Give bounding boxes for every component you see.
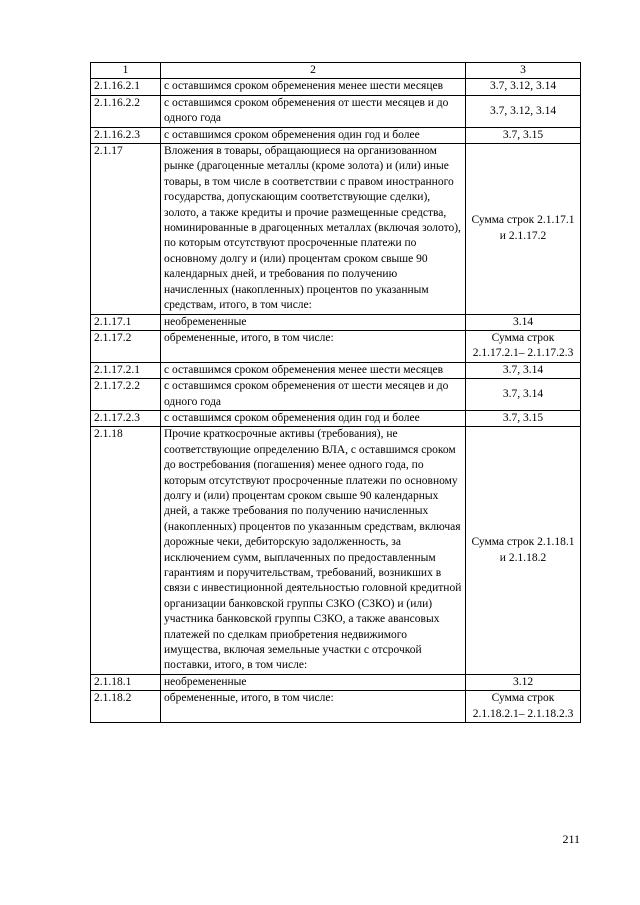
- table-row: [91, 427, 581, 675]
- row-reference-cell: 3.7, 3.12, 3.14: [466, 95, 581, 127]
- row-reference-cell: 3.7, 3.12, 3.14: [466, 79, 581, 95]
- row-description-cell: с оставшимся сроком обременения один год и более: [161, 410, 466, 426]
- row-reference-cell: 3.7, 3.15: [466, 127, 581, 143]
- table-row: [91, 379, 581, 411]
- row-code-cell: 2.1.17.2.2: [91, 379, 161, 411]
- row-reference-cell: Сумма строк 2.1.18.1 и 2.1.18.2: [466, 427, 581, 675]
- row-reference-cell: Сумма строк 2.1.17.1 и 2.1.17.2: [466, 144, 581, 314]
- row-reference-cell: Сумма строк 2.1.18.2.1– 2.1.18.2.3: [466, 691, 581, 723]
- row-description-cell: с оставшимся сроком обременения от шести месяцев и до одного года: [161, 95, 466, 127]
- table-row: [91, 127, 581, 143]
- table-row: [91, 79, 581, 95]
- row-description-cell: Вложения в товары, обращающиеся на организованном рынке (драгоценные металлы (кроме золота) и (или) иные товары, в том числе в соответствии с правом иностранного государства, допускающим соответствующие сделки), золото, а также кредиты и прочие размещенные средства, номинированные в драгоценных металлах (включая золото), по которым отсутствуют просроченные платежи по основному долгу и (или) процентам сроком свыше 90 календарных дней, и требования по получению начисленных (накопленных) процентов по указанным средствам, итого, в том числе:: [161, 144, 466, 314]
- table-row: [91, 410, 581, 426]
- row-code-cell: 2.1.17.2.3: [91, 410, 161, 426]
- row-description-cell: обремененные, итого, в том числе:: [161, 330, 466, 362]
- row-code-cell: 2.1.17.2.1: [91, 362, 161, 378]
- header-cell-col-2: 2: [161, 63, 466, 79]
- header-cell-col-3: 3: [466, 63, 581, 79]
- page-number: 211: [562, 832, 580, 846]
- row-description-cell: с оставшимся сроком обременения от шести месяцев и до одного года: [161, 379, 466, 411]
- table-row: [91, 674, 581, 690]
- row-code-cell: 2.1.17.2: [91, 330, 161, 362]
- requirements-table: [90, 62, 581, 723]
- row-description-cell: с оставшимся сроком обременения менее шести месяцев: [161, 362, 466, 378]
- table-body: [91, 63, 581, 723]
- row-description-cell: с оставшимся сроком обременения менее шести месяцев: [161, 79, 466, 95]
- table-row: [91, 95, 581, 127]
- table-row: [91, 362, 581, 378]
- table-row: [91, 144, 581, 314]
- row-code-cell: 2.1.17.1: [91, 314, 161, 330]
- row-reference-cell: 3.7, 3.14: [466, 379, 581, 411]
- row-code-cell: 2.1.18.1: [91, 674, 161, 690]
- header-cell-col-1: 1: [91, 63, 161, 79]
- row-code-cell: 2.1.16.2.2: [91, 95, 161, 127]
- row-description-cell: Прочие краткосрочные активы (требования), не соответствующие определению ВЛА, с оставшимся сроком до востребования (погашения) менее одного года, по которым отсутствуют просроченные платежи по основному долгу и (или) процентам сроком свыше 90 календарных дней, а также требования по получению начисленных (накопленных) процентов по указанным средствам, включая дорожные чеки, дебиторскую задолженность, за исключением сумм, выплаченных по предоставленным гарантиям и поручительствам, требований, возникших в связи с инвестиционной деятельностью головной кредитной организации банковской группы СЗКО (СЗКО) и (или) участника банковской группы СЗКО, а также авансовых платежей по сделкам приобретения недвижимого имущества, включая земельные участки с отсрочкой поставки, итого, в том числе:: [161, 427, 466, 675]
- table-row: [91, 691, 581, 723]
- row-reference-cell: 3.14: [466, 314, 581, 330]
- row-code-cell: 2.1.18: [91, 427, 161, 675]
- row-reference-cell: 3.12: [466, 674, 581, 690]
- row-reference-cell: 3.7, 3.15: [466, 410, 581, 426]
- row-code-cell: 2.1.16.2.1: [91, 79, 161, 95]
- row-description-cell: необремененные: [161, 674, 466, 690]
- row-code-cell: 2.1.16.2.3: [91, 127, 161, 143]
- row-code-cell: 2.1.17: [91, 144, 161, 314]
- row-reference-cell: Сумма строк 2.1.17.2.1– 2.1.17.2.3: [466, 330, 581, 362]
- row-description-cell: обремененные, итого, в том числе:: [161, 691, 466, 723]
- row-reference-cell: 3.7, 3.14: [466, 362, 581, 378]
- table-header-row: [91, 63, 581, 79]
- table-row: [91, 330, 581, 362]
- row-code-cell: 2.1.18.2: [91, 691, 161, 723]
- row-description-cell: необремененные: [161, 314, 466, 330]
- table-row: [91, 314, 581, 330]
- row-description-cell: с оставшимся сроком обременения один год и более: [161, 127, 466, 143]
